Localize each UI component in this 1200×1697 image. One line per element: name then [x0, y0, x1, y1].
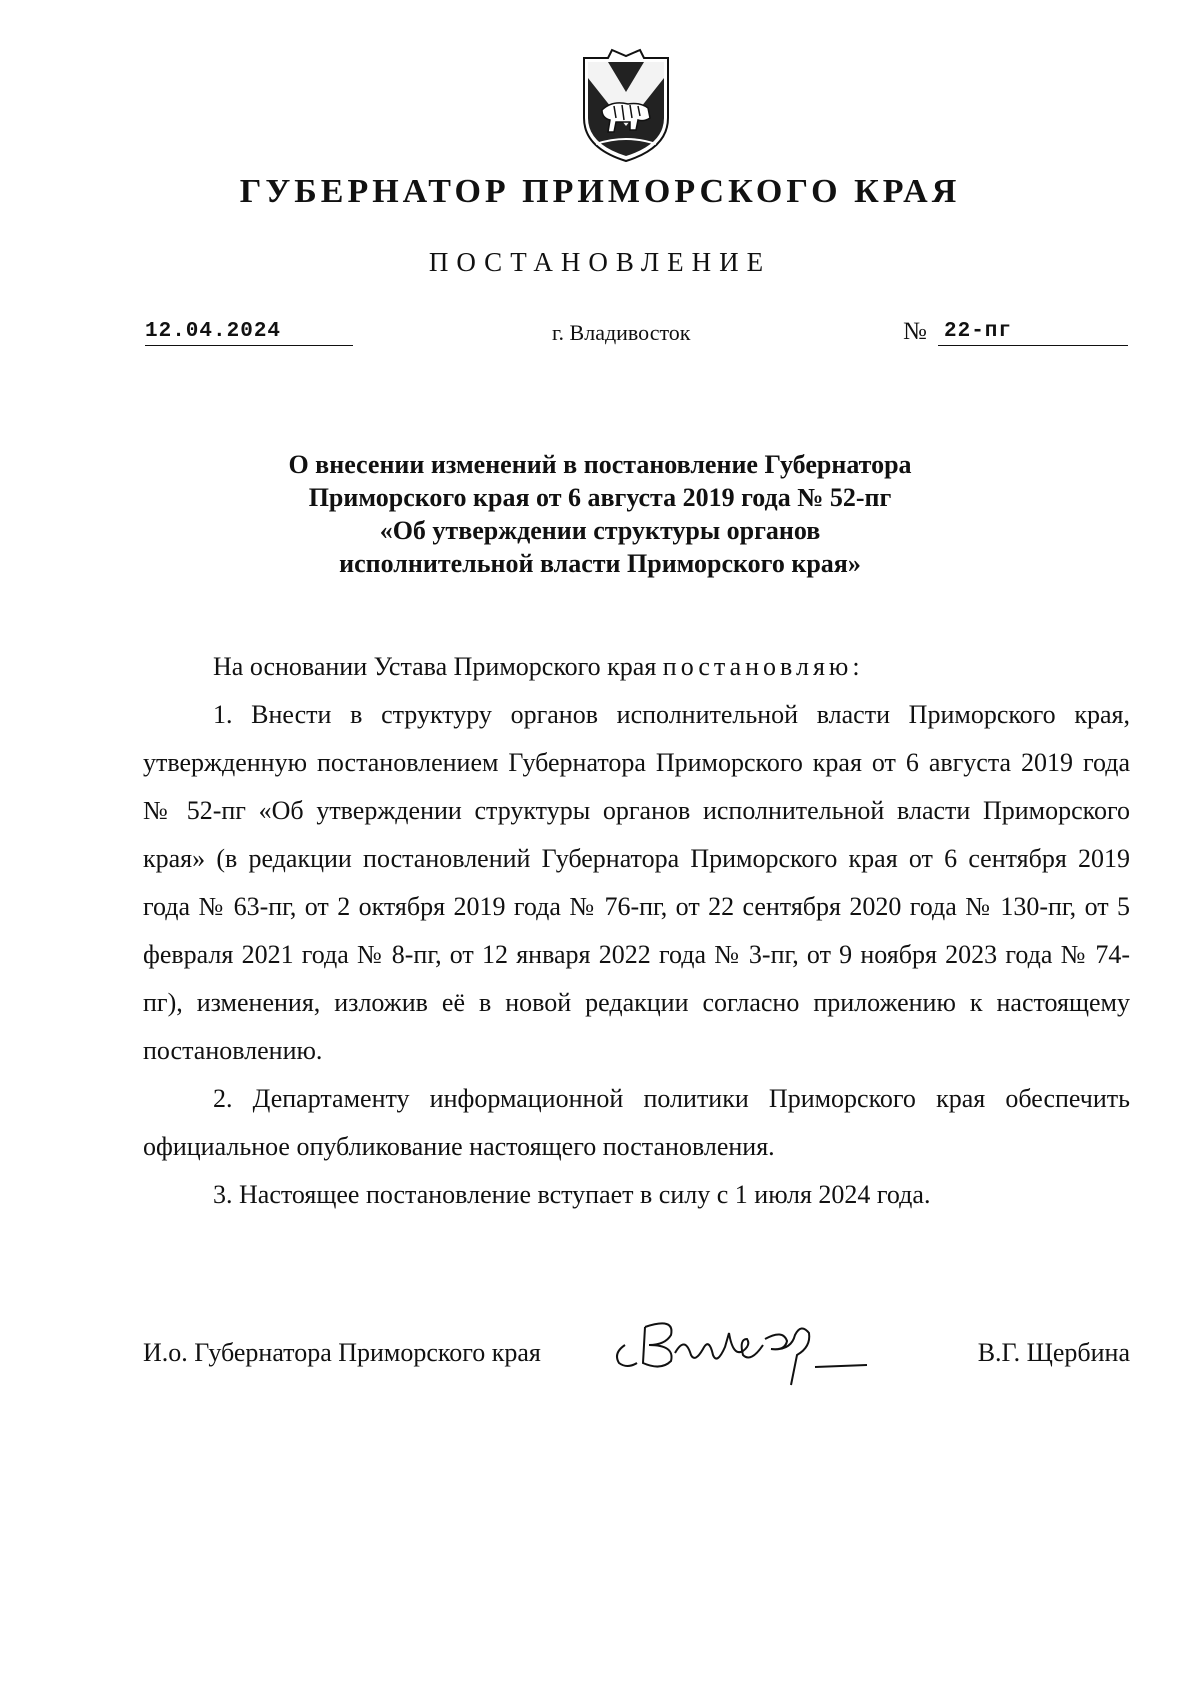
title-line: «Об утверждении структуры органов: [379, 516, 821, 545]
paragraph-2: 2. Департаменту информационной политики Приморского края обеспечить официальное опубликование настоящего постановления.: [143, 1084, 1130, 1161]
handwritten-signature-icon: [605, 1305, 870, 1395]
signatory-position: И.о. Губернатора Приморского края: [143, 1338, 541, 1367]
intro-decree-word: постановляю:: [662, 652, 864, 681]
paragraph-3: 3. Настоящее постановление вступает в силу с 1 июля 2024 года.: [213, 1180, 931, 1209]
title-line: исполнительной власти Приморского края»: [339, 549, 861, 578]
document-date: 12.04.2024: [145, 320, 353, 346]
signatory-name: В.Г. Щербина: [977, 1338, 1130, 1367]
document-city: г. Владивосток: [552, 320, 691, 345]
issuing-authority: ГУБЕРНАТОР ПРИМОРСКОГО КРАЯ: [239, 173, 961, 210]
paragraph-1: 1. Внести в структуру органов исполнительной власти Приморского края, утвержденную постановлением Губернатора Приморского края от 6 августа 2019 года № 52-пг «Об утверждении структуры органов исполнительной власти Приморского края» (в редакции постановлений Губернатора Приморского края от 6 сентября 2019 года № 63-пг, от 2 октября 2019 года № 76-пг, от 22 сентября 2020 года № 130-пг, от 5 февраля 2021 года № 8-пг, от 12 января 2022 года № 3-пг, от 9 ноября 2023 года № 74-пг), изменения, изложив её в новой редакции согласно приложению к настоящему постановлению.: [143, 700, 1130, 1065]
document-title: [200, 448, 1000, 580]
coat-of-arms-icon: [578, 48, 674, 164]
number-sign: №: [903, 318, 927, 345]
intro-text: На основании Устава Приморского края: [213, 652, 657, 681]
title-line: О внесении изменений в постановление Губернатора: [288, 450, 912, 479]
intro-paragraph: [143, 643, 1130, 691]
document-body: [143, 643, 1130, 1219]
document-type: ПОСТАНОВЛЕНИЕ: [428, 247, 772, 277]
title-line: Приморского края от 6 августа 2019 года № 52-пг: [308, 483, 892, 512]
document-number: 22-пг: [938, 320, 1128, 346]
